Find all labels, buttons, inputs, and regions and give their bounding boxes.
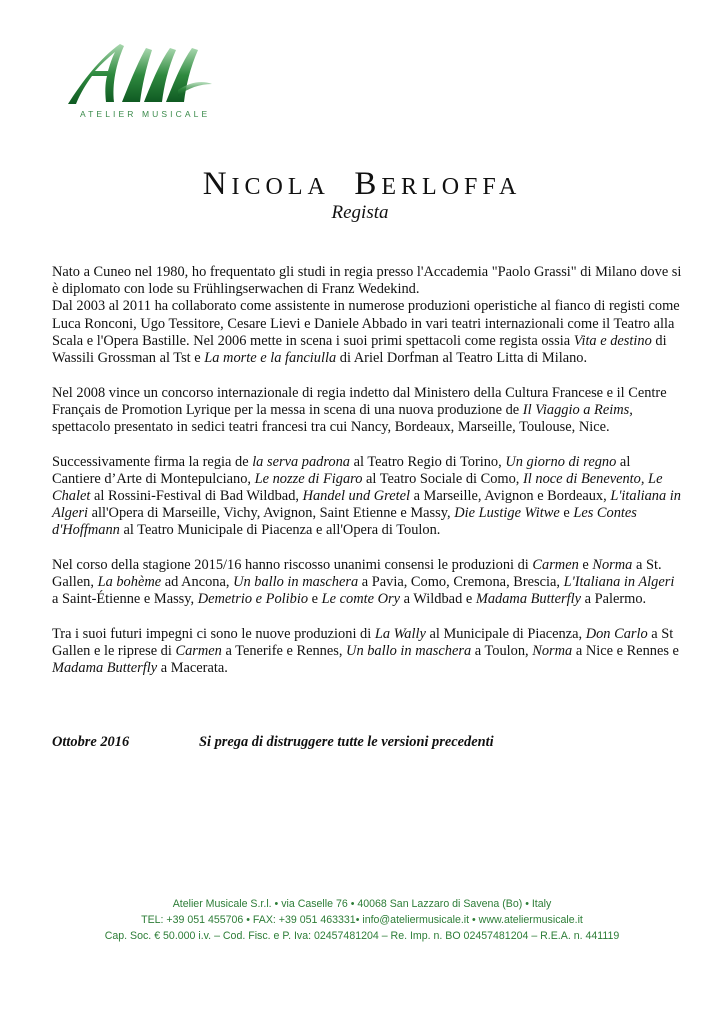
work-title: Die Lustige Witwe xyxy=(454,505,560,522)
bio-paragraph xyxy=(52,298,682,367)
bio-text: Successivamente firma la regia de xyxy=(52,453,253,470)
work-title: La bohème xyxy=(97,574,162,591)
work-title: Handel und Gretel xyxy=(302,488,410,505)
footer-contacts: TEL: +39 051 455706 • FAX: +39 051 463331• info@ateliermusicale.it • www.ateliermusicale.it xyxy=(141,914,583,926)
work-title: Demetrio e Polibio xyxy=(197,591,309,608)
bio-paragraph xyxy=(52,264,682,298)
footer-legal: Cap. Soc. € 50.000 i.v. – Cod. Fisc. e P. Iva: 02457481204 – Re. Imp. n. BO 02457481204 – R.E.A. n. 441119 xyxy=(104,930,620,942)
work-title: Un ballo in maschera xyxy=(346,643,472,660)
bio-text: Nato a Cuneo nel 1980, ho frequentato gli studi in regia presso l'Accademia "Paolo Grassi" di Milano dove si è diplomato con lode su Frühlingserwachen di Franz Wedekind. xyxy=(52,264,682,298)
document-date: Ottobre 2016 xyxy=(52,734,130,750)
bio-text: al Teatro Regio di Torino, xyxy=(350,453,506,470)
bio-text: al Rossini-Festival di Bad Wildbad, xyxy=(90,488,303,505)
bio-paragraph xyxy=(52,626,682,678)
bio-text: al Teatro Sociale di Como, xyxy=(362,470,523,487)
bio-text: a Nice e Rennes e xyxy=(572,643,679,660)
work-title: La Wally xyxy=(374,626,426,643)
bio-text: e xyxy=(559,505,574,522)
bio-text: a Palermo. xyxy=(580,591,647,608)
footer-address: Atelier Musicale S.r.l. • via Caselle 76 • 40068 San Lazzaro di Savena (Bo) • Italy xyxy=(172,898,552,910)
work-title: Madama Butterfly xyxy=(475,591,581,608)
bio-text: al Cantiere d’Arte di Montepulciano, xyxy=(52,453,631,487)
bio-text: Nel corso della stagione 2015/16 hanno riscosso unanimi consensi le produzioni di xyxy=(52,557,533,574)
work-title: La morte e la fanciulla xyxy=(204,350,337,367)
bio-text: a St Gallen e le riprese di xyxy=(52,626,674,660)
work-title: L'Italiana in Algeri xyxy=(563,574,675,591)
bio-text: e xyxy=(578,557,593,574)
work-title: Un giorno di regno xyxy=(505,453,617,470)
bio-text: al Teatro Municipale di Piacenza e all'Opera di Toulon. xyxy=(119,522,441,539)
work-title: Carmen xyxy=(175,643,222,660)
logo-text: ATELIER MUSICALE xyxy=(80,109,211,119)
bio-text: a Tenerife e Rennes, xyxy=(221,643,347,660)
bio-text: a Marseille, Avignon e Bordeaux, xyxy=(409,488,611,505)
bio-paragraph xyxy=(52,557,682,609)
work-title: Le nozze di Figaro xyxy=(254,470,363,487)
bio-text: spettacolo presentato in sedici teatri francesi tra cui Nancy, Bordeaux, Marseille, Toulouse, Nice. xyxy=(52,419,610,436)
name-initial-first: N xyxy=(202,166,232,202)
bio-text: a Pavia, Como, Cremona, Brescia, xyxy=(358,574,564,591)
work-title: la serva padrona xyxy=(252,453,350,470)
name-initial-last: B xyxy=(354,166,382,202)
work-title: Vita e destino xyxy=(573,332,652,349)
work-title: Carmen xyxy=(532,557,579,574)
bio-text: al Municipale di Piacenza, xyxy=(425,626,586,643)
work-title: Norma xyxy=(592,557,633,574)
bio-text: di Wassili Grossman al Tst e xyxy=(52,332,667,367)
work-title: Madama Butterfly xyxy=(52,660,158,677)
logo-mark-icon xyxy=(60,38,240,108)
name-rest-first: ICOLA xyxy=(231,174,330,200)
bio-text: ad Ancona, xyxy=(161,574,234,591)
work-title: Un ballo in maschera xyxy=(233,574,359,591)
name-rest-last: ERLOFFA xyxy=(381,174,522,200)
bio-text: Nel 2008 vince un concorso internazionale di regia indetto dal Ministero della Cultura Francese e il Centre Français de Promotion Lyrique per la messa in scena di una nuova produzione de xyxy=(52,384,667,418)
bio-text: all'Opera di Marseille, Vichy, Avignon, Saint Etienne e Massy, xyxy=(87,505,455,522)
bio-text: a Saint-Étienne e Massy, xyxy=(52,591,198,608)
bio-text: a Toulon, xyxy=(471,643,533,660)
bio-text: a Macerata. xyxy=(157,660,228,677)
version-notice: Si prega di distruggere tutte le versioni precedenti xyxy=(199,734,494,750)
company-footer xyxy=(0,896,724,944)
bio-text: Dal 2003 al 2011 ha collaborato come assistente in numerose produzioni operistiche al fianco di registi come Luca Ronconi, Ugo Tessitore, Cesare Lievi e Daniele Abbado in vari teatri internazionali come il Teatro alla Scala e l'Opera Bastille. Nel 2006 mette in scena i suoi primi spettacoli come regista ossia xyxy=(52,298,680,349)
bio-text: a St. Gallen, xyxy=(52,557,662,591)
work-title: Le comte Ory xyxy=(321,591,400,608)
work-title: Norma xyxy=(532,643,573,660)
bio-paragraph xyxy=(52,385,682,437)
work-title: Il Viaggio a Reims, xyxy=(522,401,633,418)
bio-paragraph xyxy=(52,454,682,540)
atelier-musicale-logo xyxy=(60,38,240,128)
work-title: Les Contes d'Hoffmann xyxy=(52,505,637,539)
bio-text: Tra i suoi futuri impegni ci sono le nuove produzioni di xyxy=(52,626,375,643)
role-subtitle: Regista xyxy=(331,202,389,223)
biography xyxy=(52,264,682,695)
work-title: L'italiana in Algeri xyxy=(52,488,681,522)
page-title xyxy=(0,166,724,203)
work-title: Don Carlo xyxy=(585,626,648,643)
bio-text: a Wildbad e xyxy=(399,591,476,608)
work-title: Il noce di Benevento, Le Chalet xyxy=(52,470,663,505)
bio-text: e xyxy=(308,591,322,608)
bio-text: di Ariel Dorfman al Teatro Litta di Milano. xyxy=(336,350,588,367)
